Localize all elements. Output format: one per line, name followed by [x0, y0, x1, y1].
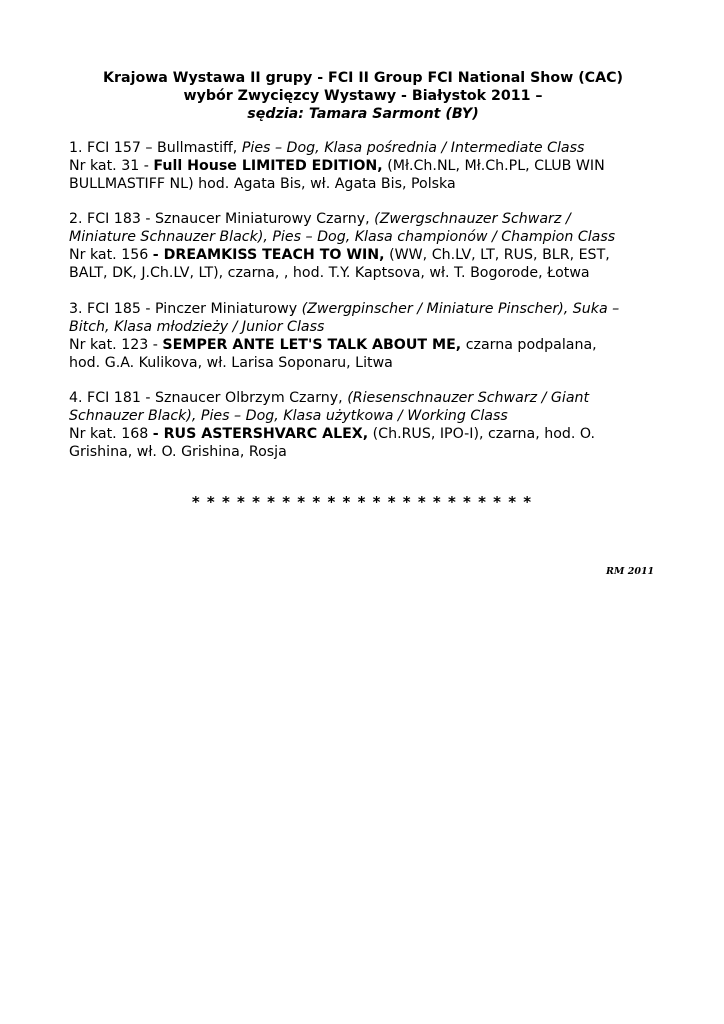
- heading-judge: sędzia: Tamara Sarmont (BY): [247, 106, 479, 122]
- entry-breed-line: [69, 210, 669, 228]
- entry-breed-translation: (Zwergschnauzer Schwarz /: [374, 211, 571, 227]
- entry-breed: 4. FCI 181 - Sznaucer Olbrzym Czarny,: [69, 390, 348, 406]
- entry-breed-line: [69, 300, 669, 318]
- entry-class: Miniature Schnauzer Black), Pies – Dog, Klasa championów / Champion Class: [69, 229, 616, 245]
- entry-details-line: BULLMASTIFF NL) hod. Agata Bis, wł. Agata Bis, Polska: [69, 176, 456, 192]
- heading-show-subtitle: wybór Zwycięzcy Wystawy - Białystok 2011 –: [183, 88, 543, 104]
- entry-catalog-number: Nr kat. 123 -: [69, 337, 163, 353]
- entry-class: Schnauzer Black), Pies – Dog, Klasa użytkowa / Working Class: [69, 408, 508, 424]
- entry-breed-line: [69, 389, 669, 407]
- entry-details-line: BALT, DK, J.Ch.LV, LT), czarna, , hod. T.Y. Kaptsova, wł. T. Bogorode, Łotwa: [69, 265, 590, 281]
- entry-catalog-number: Nr kat. 156: [69, 247, 153, 263]
- result-entry-2: [69, 210, 669, 282]
- entry-dog-name: - DREAMKISS TEACH TO WIN,: [152, 247, 385, 263]
- heading-show-title: Krajowa Wystawa II grupy - FCI II Group FCI National Show (CAC): [103, 70, 623, 86]
- entry-details-line: hod. G.A. Kulikova, wł. Larisa Soponaru, Litwa: [69, 355, 393, 371]
- entry-details-line: Grishina, wł. O. Grishina, Rosja: [69, 444, 287, 460]
- entry-dog-name: Full House LIMITED EDITION,: [153, 158, 383, 174]
- entry-class: Bitch, Klasa młodzieży / Junior Class: [69, 319, 325, 335]
- entry-details: czarna podpalana,: [461, 337, 597, 353]
- entry-breed-translation: (Riesenschnauzer Schwarz / Giant: [347, 390, 590, 406]
- entry-breed: 3. FCI 185 - Pinczer Miniaturowy: [69, 301, 302, 317]
- entry-catalog-line: [69, 157, 669, 175]
- entry-catalog-line: [69, 336, 669, 354]
- result-entry-3: [69, 300, 669, 372]
- entry-details: (Ch.RUS, IPO-I), czarna, hod. O.: [368, 426, 596, 442]
- result-entry-1: [69, 139, 669, 193]
- entry-breed: 2. FCI 183 - Sznaucer Miniaturowy Czarny,: [69, 211, 375, 227]
- entry-class: Pies – Dog, Klasa pośrednia / Intermediate Class: [241, 140, 585, 156]
- entry-breed-translation: (Zwergpinscher / Miniature Pinscher), Suka –: [301, 301, 620, 317]
- entry-details: (WW, Ch.LV, LT, RUS, BLR, EST,: [384, 247, 610, 263]
- entry-catalog-number: Nr kat. 31 -: [69, 158, 154, 174]
- document-heading: [69, 69, 657, 123]
- entry-catalog-line: [69, 425, 669, 443]
- entry-dog-name: SEMPER ANTE LET'S TALK ABOUT ME,: [162, 337, 462, 353]
- result-entry-4: [69, 389, 669, 461]
- entry-catalog-number: Nr kat. 168: [69, 426, 153, 442]
- author-mark: RM 2011: [606, 566, 655, 577]
- entry-breed-line: [69, 139, 669, 157]
- entry-catalog-line: [69, 246, 669, 264]
- entry-details: (Mł.Ch.NL, Mł.Ch.PL, CLUB WIN: [382, 158, 605, 174]
- entry-dog-name: - RUS ASTERSHVARC ALEX,: [152, 426, 369, 442]
- asterisk-separator: * * * * * * * * * * * * * * * * * * * * * * *: [191, 493, 533, 511]
- entry-breed: 1. FCI 157 – Bullmastiff,: [69, 140, 242, 156]
